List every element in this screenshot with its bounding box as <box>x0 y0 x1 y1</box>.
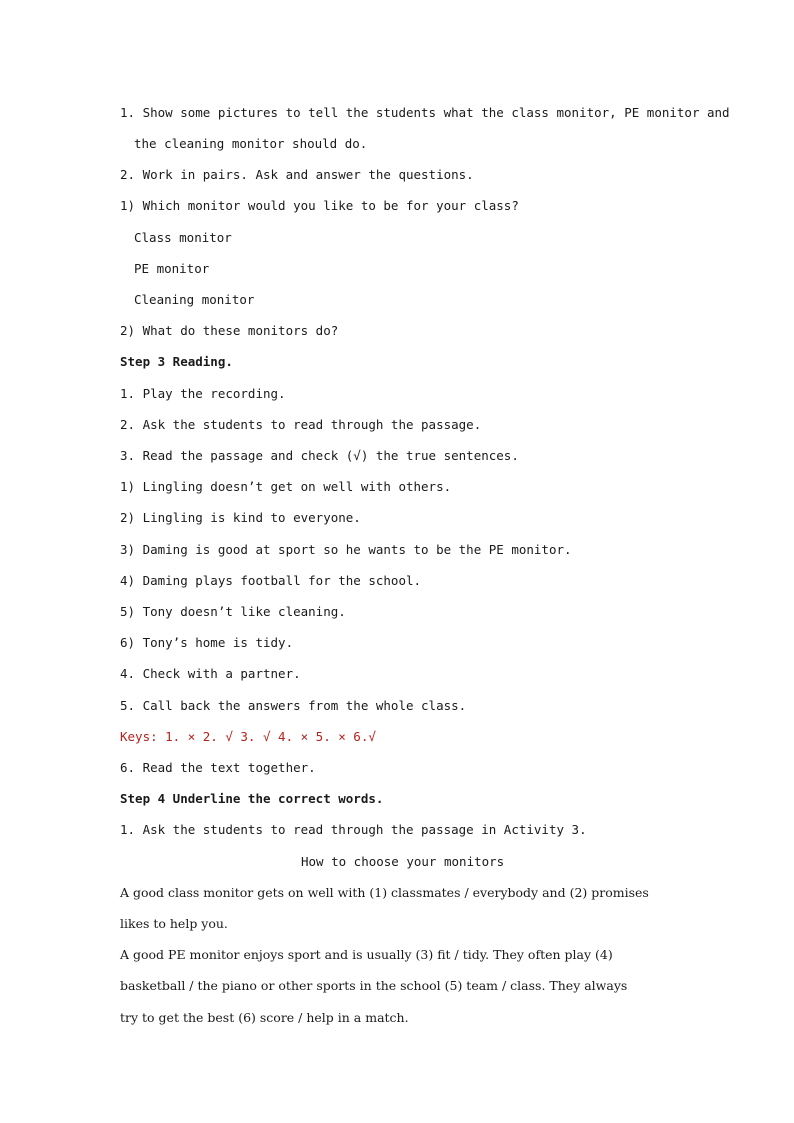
text-line: 6. Read the text together. <box>120 760 316 775</box>
text-line: the cleaning monitor should do. <box>134 136 368 151</box>
answer-keys: Keys: 1. × 2. √ 3. √ 4. × 5. × 6.√ <box>120 729 376 744</box>
text-line: 1. Ask the students to read through the passage in Activity 3. <box>120 822 587 837</box>
text-line: 5) Tony doesn’t like cleaning. <box>120 604 346 619</box>
text-line: 2) What do these monitors do? <box>120 323 339 338</box>
text-line: Cleaning monitor <box>134 292 255 307</box>
text-line: PE monitor <box>134 261 210 276</box>
text-line: 4. Check with a partner. <box>120 666 301 681</box>
text-line: Class monitor <box>134 230 232 245</box>
text-line: 1. Play the recording. <box>120 386 286 401</box>
text-line: 6) Tony’s home is tidy. <box>120 635 294 650</box>
passage-line: try to get the best (6) score / help in a match. <box>120 1010 409 1025</box>
text-line: 1) Lingling doesn’t get on well with others. <box>120 479 452 494</box>
passage-line: basketball / the piano or other sports in the school (5) team / class. They always <box>120 978 628 993</box>
text-line: 3) Daming is good at sport so he wants to be the PE monitor. <box>120 542 572 557</box>
section-heading: Step 4 Underline the correct words. <box>120 791 384 806</box>
text-line: 2. Work in pairs. Ask and answer the questions. <box>120 167 474 182</box>
passage-title: How to choose your monitors <box>301 854 505 869</box>
text-line: 1) Which monitor would you like to be for your class? <box>120 198 519 213</box>
section-heading: Step 3 Reading. <box>120 354 233 369</box>
text-line: 2. Ask the students to read through the passage. <box>120 417 482 432</box>
text-line: 4) Daming plays football for the school. <box>120 573 422 588</box>
text-line: 2) Lingling is kind to everyone. <box>120 510 361 525</box>
text-line: 3. Read the passage and check (√) the true sentences. <box>120 448 519 463</box>
passage-line: A good class monitor gets on well with (1) classmates / everybody and (2) promises <box>120 885 649 900</box>
text-line: 1. Show some pictures to tell the students what the class monitor, PE monitor and <box>120 105 730 120</box>
passage-line: likes to help you. <box>120 916 228 931</box>
passage-line: A good PE monitor enjoys sport and is usually (3) fit / tidy. They often play (4) <box>120 947 613 962</box>
text-line: 5. Call back the answers from the whole class. <box>120 698 467 713</box>
